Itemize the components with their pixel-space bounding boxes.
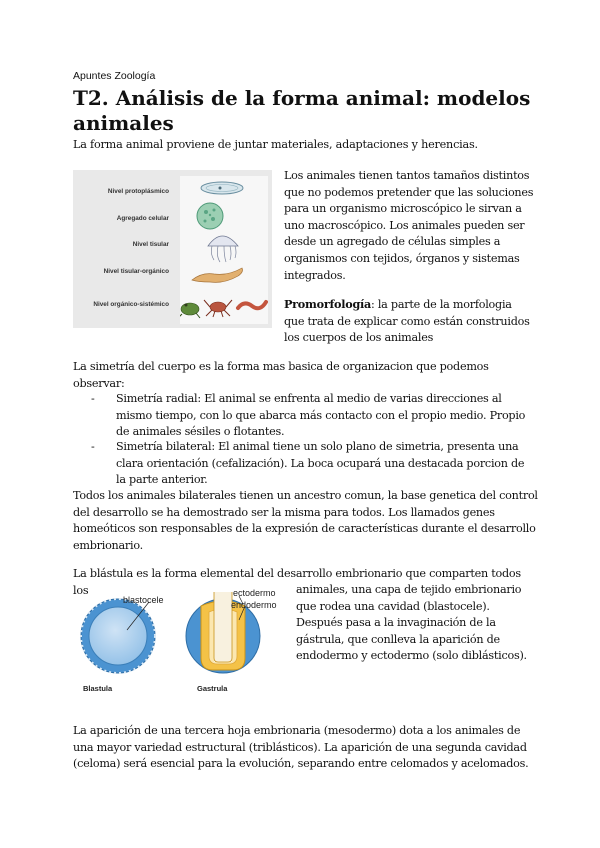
promorfologia-definition: : la parte de la morfologia que trata de explicar como están construidos los cuerpos de los animales (284, 298, 530, 345)
promorfologia-term: Promorfología (284, 297, 372, 311)
protozoan-illustration (201, 182, 243, 194)
flatworm-illustration (192, 268, 243, 282)
bullet-marker: - (91, 392, 95, 405)
bilateral-symmetry-text: Simetría bilateral: El animal tiene un solo plano de simetria, presenta una clara orientación (cefalización). La boca ocupará una destacada porcion de la parte anterior. (116, 440, 525, 487)
figure-label-organ-system: Nivel orgánico-sistémico (93, 301, 169, 308)
jellyfish-illustration (208, 236, 238, 262)
crab-illustration (204, 300, 232, 317)
endodermo-label: endodermo (231, 600, 277, 610)
list-item (91, 439, 526, 489)
organisms-panel (180, 176, 268, 324)
page-title: T2. Análisis de la forma animal: modelos animales (73, 86, 531, 135)
frog-illustration (180, 303, 200, 318)
ectodermo-label: ectodermo (233, 588, 276, 598)
blastocele-label: blastocele (123, 595, 164, 605)
levels-paragraph: Los animales tienen tantos tamaños distintos que no podemos pretender que las soluciones para un organismo microscópico le sirvan a uno macroscópico. Los animales pueden ser desde un agregado de células simples a organismos con tejidos, órganos y sistemas integrados. (284, 169, 534, 282)
gastrula-caption: Gastrula (197, 684, 228, 693)
mesoderm-paragraph: La aparición de una tercera hoja embrionaria (mesodermo) dota a los animales de una mayor variedad estructural (triblásticos). La aparición de una segunda cavidad (celoma) será esencial para la evolución, separando entre celomados y acelomados. (73, 724, 529, 771)
document-header: Apuntes Zoología (73, 70, 156, 82)
figure-label-tissue-organ: Nivel tisular-orgánico (103, 268, 169, 275)
bullet-marker: - (91, 440, 95, 453)
blastula-gastrula-figure (73, 584, 293, 696)
radial-symmetry-text: Simetría radial: El animal se enfrenta al medio de varias direcciones al mismo tiempo, con lo que abarca más contacto con el propio medio. Propio de animales sésiles o flotantes. (116, 392, 526, 439)
organization-levels-figure (73, 170, 272, 328)
cell-aggregate-illustration (197, 203, 223, 229)
earthworm-illustration (238, 302, 266, 308)
figure-label-protoplasmic: Nivel protoplásmico (107, 188, 169, 195)
blastula-caption: Blastula (83, 684, 113, 693)
symmetry-intro: La simetría del cuerpo es la forma mas basica de organizacion que podemos observar: (73, 360, 489, 390)
blastula-paragraph-line1: La blástula es la forma elemental del desarrollo embrionario que comparten todos los (73, 567, 521, 597)
figure-label-tissue: Nivel tisular (132, 241, 169, 248)
intro-paragraph: La forma animal proviene de juntar materiales, adaptaciones y herencias. (73, 138, 478, 151)
promorfologia-paragraph (284, 296, 534, 347)
blastula-illustration (81, 599, 155, 673)
blastula-paragraph-rest: animales, una capa de tejido embrionario que rodea una cavidad (blastocele). Después pasa a la invaginación de la gástrula, que conlleva la aparición de endodermo y ectodermo (solo diblásticos). (296, 583, 527, 663)
list-item (91, 391, 526, 441)
ancestor-paragraph: Todos los animales bilaterales tienen un ancestro comun, la base genetica del control del desarrollo se ha demostrado ser la misma para todos. Los llamados genes homeóticos son responsables de la expresión de características durante el desarrollo embrionario. (73, 489, 538, 552)
figure-label-cell-aggregate: Agregado celular (116, 215, 169, 222)
